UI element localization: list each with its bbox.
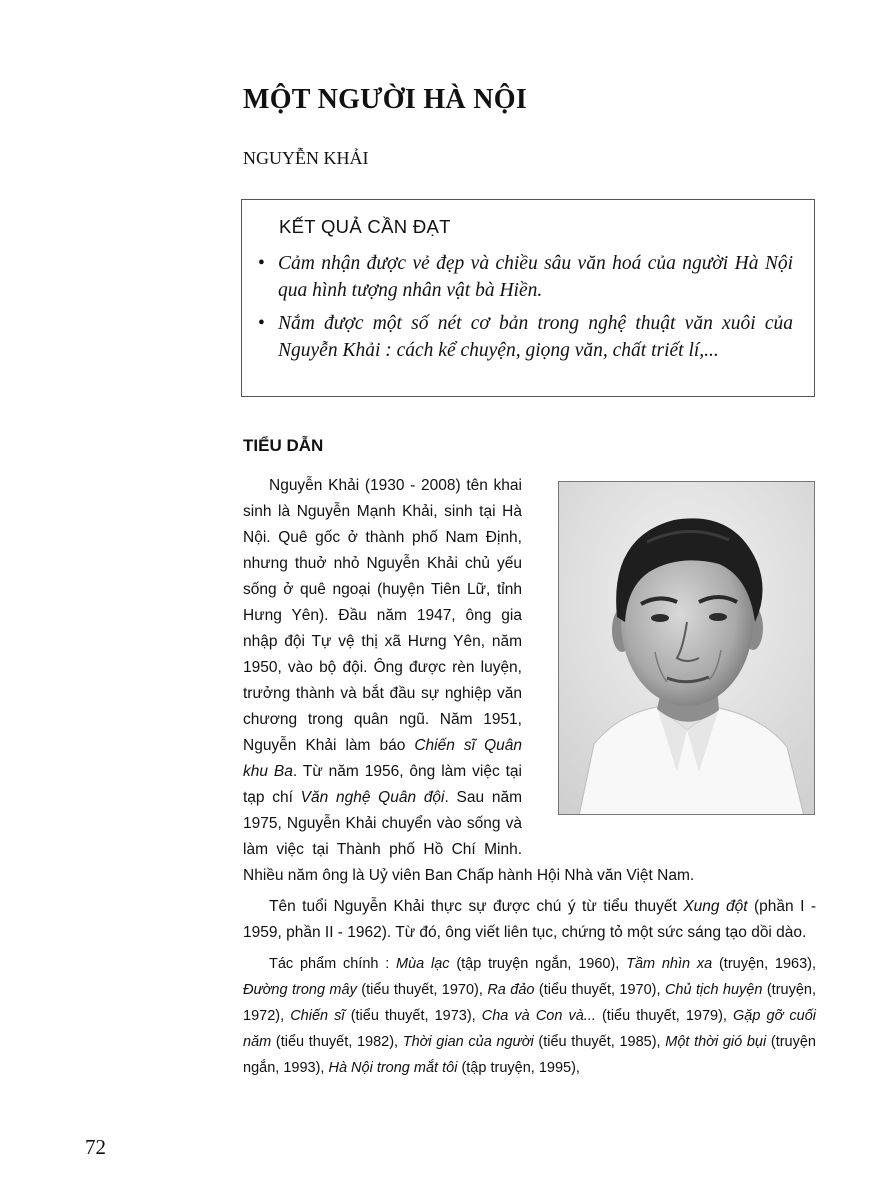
author-name: NGUYỄN KHẢI bbox=[243, 148, 369, 168]
section-heading-intro: TIỂU DẪN bbox=[243, 436, 324, 455]
objectives-heading: KẾT QUẢ CẦN ĐẠT bbox=[279, 216, 451, 237]
intro-text bbox=[243, 473, 816, 1086]
work-title: Thời gian của người bbox=[402, 1034, 534, 1050]
work-title: Mùa lạc bbox=[396, 956, 450, 972]
work-title: Hà Nội trong mắt tôi bbox=[328, 1060, 458, 1076]
objective-item: • Cảm nhận được vẻ đẹp và chiều sâu văn hoá của người Hà Nội qua hình tượng nhân vật bà Hiền. bbox=[256, 250, 793, 304]
intro-paragraph-career: Tên tuổi Nguyễn Khải thực sự được chú ý từ tiểu thuyết Xung đột (phần I - 1959, phần II - 1962). Từ đó, ông viết liên tục, chứng tỏ một sức sáng tạo dồi dào. bbox=[243, 898, 816, 941]
objectives-list bbox=[256, 250, 793, 370]
work-title: Chủ tịch huyện bbox=[664, 982, 763, 998]
page-number: 72 bbox=[85, 1135, 106, 1159]
work-title: Văn nghệ Quân đội bbox=[300, 789, 445, 806]
work-title: Một thời gió bụi bbox=[665, 1034, 767, 1050]
work-title: Ra đảo bbox=[487, 982, 535, 998]
work-title: Xung đột bbox=[683, 898, 748, 915]
photo-wrap-spacer bbox=[522, 473, 816, 843]
work-title: Gặp gỡ cuối năm bbox=[243, 1008, 817, 1050]
intro-paragraph-works: Tác phẩm chính : Mùa lạc (tập truyện ngắn, 1960), Tầm nhìn xa (truyện, 1963), Đường trong mây (tiểu thuyết, 1970), Ra đảo (tiểu thuyết, 1970), Chủ tịch huyện (truyện, 1972), Chiến sĩ (tiểu thuyết, 1973), Cha và Con và... (tiểu thuyết, 1979), Gặp gỡ cuối năm (tiểu thuyết, 1982), Thời gian của người (tiểu thuyết, 1985), Một thời gió bụi (truyện ngắn, 1993), Hà Nội trong mắt tôi (tập truyện, 1995), bbox=[243, 956, 817, 1076]
work-title: Cha và Con và... bbox=[481, 1008, 596, 1024]
intro-paragraph-biography: Nguyễn Khải (1930 - 2008) tên khai sinh là Nguyễn Mạnh Khải, sinh tại Hà Nội. Quê gốc ở thành phố Nam Định, nhưng thuở nhỏ Nguyễn Khải chủ yếu sống ở quê ngoại (huyện Tiên Lữ, tỉnh Hưng Yên). Đầu năm 1947, ông gia nhập đội Tự vệ thị xã Hưng Yên, năm 1950, vào bộ đội. Ông được rèn luyện, trưởng thành và bắt đầu sự nghiệp văn chương trong quân ngũ. Năm 1951, Nguyễn Khải làm báo Chiến sĩ Quân khu Ba. Từ năm 1956, ông làm việc tại tạp chí Văn nghệ Quân đội. Sau năm 1975, Nguyễn Khải chuyển vào sống và làm việc tại Thành phố Hồ Chí Minh. Nhiều năm ông là Uỷ viên Ban Chấp hành Hội Nhà văn Việt Nam. bbox=[243, 477, 695, 884]
learning-objectives-box bbox=[241, 199, 815, 397]
work-title: Chiến sĩ Quân khu Ba bbox=[243, 737, 522, 780]
lesson-title: MỘT NGƯỜI HÀ NỘI bbox=[243, 84, 528, 115]
work-title: Chiến sĩ bbox=[290, 1008, 345, 1024]
work-title: Đường trong mây bbox=[243, 982, 357, 998]
work-title: Tầm nhìn xa bbox=[626, 956, 713, 972]
objective-item: • Nắm được một số nét cơ bản trong nghệ thuật văn xuôi của Nguyễn Khải : cách kể chuyện, giọng văn, chất triết lí,... bbox=[256, 310, 793, 364]
